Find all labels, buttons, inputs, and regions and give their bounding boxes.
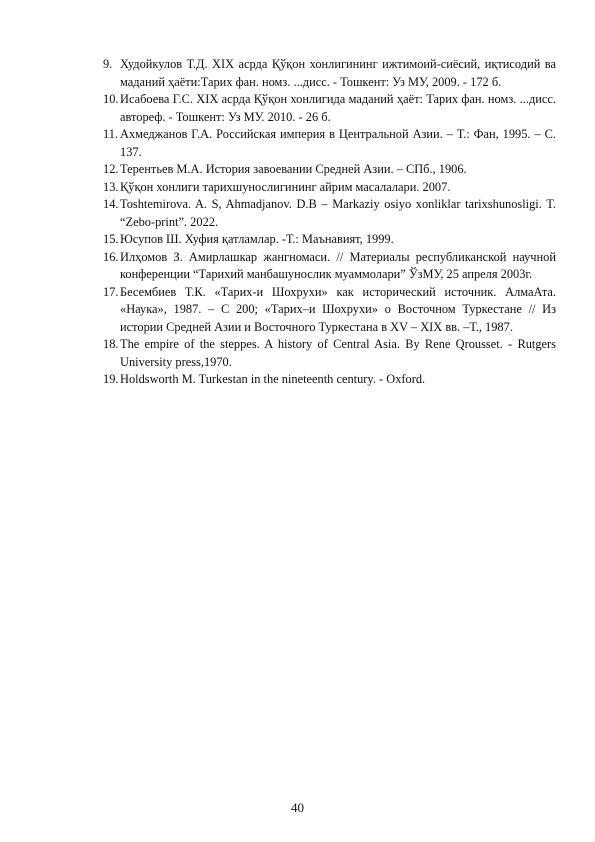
reference-item: [103, 249, 556, 284]
reference-number: 16.: [103, 249, 119, 264]
reference-number: 17.: [103, 284, 119, 299]
reference-text: Худойкулов Т.Д. XIX асрда Қўқон хонлигининг ижтимоий-сиёсий, иқтисодий ва маданий ҳаёти:Тарих фан. номз. ...дисс. - Тошкент: Уз МУ, 2009. - 172 б.: [120, 57, 556, 89]
reference-text: The empire of the steppes. A history of Central Asia. By Rene Qrousset. - Rutgers University press,1970.: [120, 337, 556, 369]
reference-item: [103, 371, 556, 389]
reference-number: 9.: [103, 57, 113, 71]
reference-number: 12.: [103, 162, 119, 176]
reference-text: Бесембиев Т.К. «Тарих-и Шохрухи» как исторический источник. АлмаАта. «Наука», 1987. – С 200; «Тарих–и Шохрухи» о Восточном Туркестане // Из истории Средней Азии и Восточного Туркестана в XV – XIX вв. –Т., 1987.: [120, 284, 556, 334]
reference-item: [103, 284, 556, 337]
reference-text: Илҳомов З. Амирлашкар жангномаси. // Материалы республиканской научной конференции “Тарихий манбашунослик муаммолари” ЎзМУ, 25 апреля 2003г.: [120, 249, 556, 281]
reference-item: [103, 231, 556, 249]
reference-number: 15.: [103, 232, 119, 246]
reference-list: [103, 56, 556, 389]
reference-item: [103, 126, 556, 161]
reference-number: 18.: [103, 337, 119, 351]
reference-number: 14.: [103, 197, 119, 211]
reference-item: [103, 196, 556, 231]
reference-item: [103, 179, 556, 197]
reference-text: Исабоева Г.С. XIX асрда Қўқон хонлигида маданий ҳаёт: Тарих фан. номз. ...дисс. автореф. - Тошкент: Уз МУ. 2010. - 26 б.: [120, 92, 556, 124]
reference-text: Қўқон хонлиги тарихшунослигининг айрим масалалари. 2007.: [120, 179, 451, 194]
reference-number: 11.: [103, 127, 119, 141]
reference-item: [103, 56, 556, 91]
reference-text: Toshtemirova. A. S, Ahmadjanov. D.B – Markaziy osiyo xonliklar tarixshunosligi. T. “Zebo-print”. 2022.: [120, 197, 556, 229]
reference-number: 10.: [103, 92, 119, 106]
page-number: 40: [291, 800, 304, 815]
reference-text: Holdsworth M. Turkestan in the nineteenth century. - Oxford.: [120, 372, 426, 386]
reference-text: Терентьев М.А. История завоевании Средней Азии. – СПб., 1906.: [120, 162, 467, 176]
reference-item: [103, 161, 556, 179]
reference-number: 19.: [103, 372, 119, 386]
reference-item: [103, 91, 556, 126]
reference-text: Ахмеджанов Г.А. Российская империя в Центральной Азии. – Т.: Фан, 1995. – С. 137.: [120, 127, 556, 159]
reference-item: [103, 336, 556, 371]
reference-number: 13.: [103, 179, 119, 194]
reference-text: Юсупов Ш. Хуфия қатламлар. -Т.: Маънавият, 1999.: [120, 232, 394, 246]
